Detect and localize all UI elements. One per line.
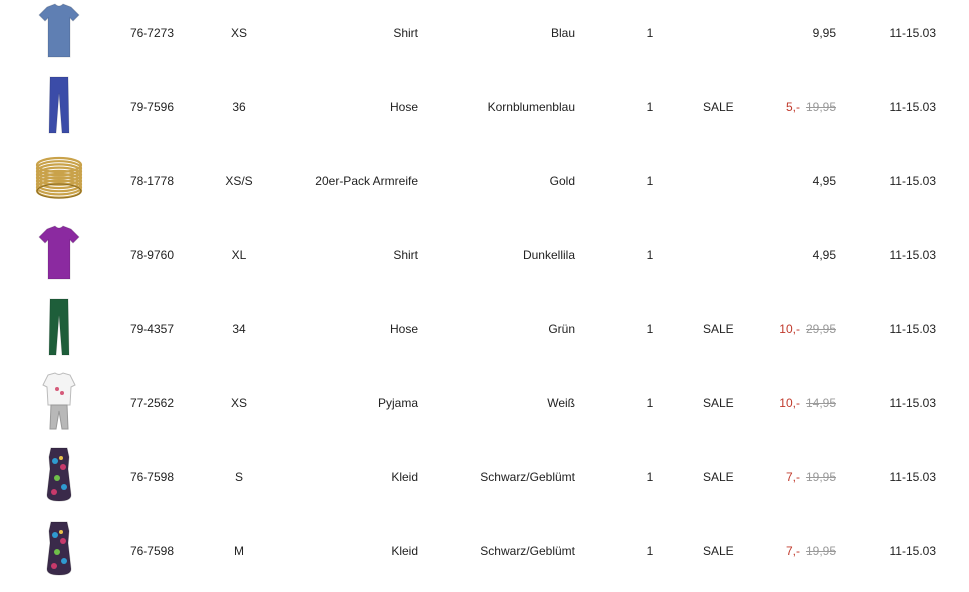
sale-badge: SALE [703, 322, 734, 336]
item-size: S [234, 470, 243, 484]
item-color: Weiß [547, 396, 575, 410]
delivery-date: 11-15.03 [889, 26, 936, 40]
product-image[interactable] [33, 149, 85, 209]
sale-badge: SALE [703, 100, 734, 114]
item-price [813, 248, 836, 262]
pyjama-icon [33, 371, 85, 431]
shirt-icon [33, 223, 85, 283]
delivery-date: 11-15.03 [889, 100, 936, 114]
item-number: 77-2562 [129, 396, 174, 410]
sale-badge: SALE [703, 470, 734, 484]
item-name: Hose [389, 100, 418, 114]
product-image[interactable] [33, 445, 85, 505]
sale-price: 10,- [779, 396, 800, 410]
item-number: 76-7273 [129, 26, 174, 40]
sale-price: 7,- [785, 544, 800, 558]
table-row [0, 74, 969, 148]
table-row [0, 0, 969, 74]
item-number: 78-1778 [129, 174, 174, 188]
item-size: M [234, 544, 244, 558]
regular-price: 4,95 [812, 174, 836, 188]
item-color: Dunkellila [522, 248, 575, 262]
item-quantity: 1 [646, 248, 654, 262]
item-quantity: 1 [646, 100, 654, 114]
product-image[interactable] [33, 519, 85, 579]
sale-price: 5,- [785, 100, 800, 114]
table-row [0, 444, 969, 518]
item-number: 79-4357 [129, 322, 174, 336]
product-image[interactable] [33, 371, 85, 431]
delivery-date: 11-15.03 [889, 322, 936, 336]
item-number: 78-9760 [129, 248, 174, 262]
item-price [813, 174, 836, 188]
item-price [779, 396, 836, 410]
item-number: 76-7598 [129, 470, 174, 484]
regular-price: 19,95 [805, 470, 836, 484]
product-image[interactable] [33, 223, 85, 283]
item-quantity: 1 [646, 396, 654, 410]
item-name: Shirt [393, 26, 418, 40]
delivery-date: 11-15.03 [889, 396, 936, 410]
table-row [0, 518, 969, 592]
item-size: XS [230, 26, 247, 40]
regular-price: 29,95 [805, 322, 836, 336]
sale-price: 7,- [785, 470, 800, 484]
regular-price: 4,95 [812, 248, 836, 262]
item-quantity: 1 [646, 174, 654, 188]
item-quantity: 1 [646, 26, 654, 40]
item-color: Schwarz/Geblümt [480, 470, 575, 484]
regular-price: 19,95 [805, 544, 836, 558]
item-name: 20er-Pack Armreife [315, 174, 418, 188]
table-row [0, 148, 969, 222]
item-color: Schwarz/Geblümt [480, 544, 575, 558]
delivery-date: 11-15.03 [889, 248, 936, 262]
dress-icon [33, 519, 85, 579]
item-color: Kornblumenblau [487, 100, 575, 114]
trousers-icon [33, 75, 85, 135]
sale-badge: SALE [703, 544, 734, 558]
item-size: 36 [232, 100, 246, 114]
item-name: Kleid [391, 544, 418, 558]
item-number: 79-7596 [129, 100, 174, 114]
table-row [0, 370, 969, 444]
item-name: Pyjama [377, 396, 418, 410]
item-name: Shirt [393, 248, 418, 262]
item-color: Blau [550, 26, 575, 40]
regular-price: 19,95 [805, 100, 836, 114]
item-size: XL [231, 248, 247, 262]
table-row [0, 296, 969, 370]
regular-price: 9,95 [812, 26, 836, 40]
sale-badge: SALE [703, 396, 734, 410]
item-price [786, 100, 836, 114]
item-size: 34 [232, 322, 246, 336]
delivery-date: 11-15.03 [889, 470, 936, 484]
item-name: Hose [389, 322, 418, 336]
item-price [786, 544, 836, 558]
shirt-icon [33, 1, 85, 61]
item-size: XS [230, 396, 247, 410]
delivery-date: 11-15.03 [889, 174, 936, 188]
item-price [779, 322, 836, 336]
product-image[interactable] [33, 1, 85, 61]
sale-price: 10,- [779, 322, 800, 336]
item-name: Kleid [391, 470, 418, 484]
trousers-icon [33, 297, 85, 357]
item-quantity: 1 [646, 544, 654, 558]
product-image[interactable] [33, 297, 85, 357]
item-quantity: 1 [646, 470, 654, 484]
regular-price: 14,95 [805, 396, 836, 410]
item-color: Gold [549, 174, 575, 188]
delivery-date: 11-15.03 [889, 544, 936, 558]
dress-icon [33, 445, 85, 505]
item-color: Grün [548, 322, 575, 336]
item-size: XS/S [225, 174, 253, 188]
item-price [813, 26, 836, 40]
bangles-icon [33, 149, 85, 209]
item-quantity: 1 [646, 322, 654, 336]
product-image[interactable] [33, 75, 85, 135]
table-row [0, 222, 969, 296]
item-number: 76-7598 [129, 544, 174, 558]
item-price [786, 470, 836, 484]
